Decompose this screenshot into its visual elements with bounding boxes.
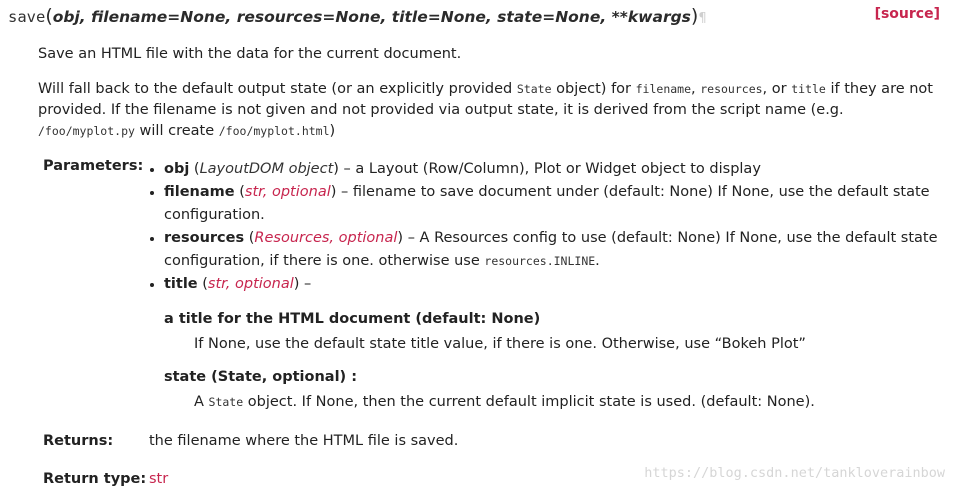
state-section-heading: state (State, optional) : <box>164 369 358 385</box>
resources-code: resources <box>700 82 763 96</box>
state-section-text: A State object. If None, then the current default implicit state is used. (default: None). <box>194 394 815 410</box>
param-title: • title (str, optional) – <box>164 273 954 296</box>
function-signature <box>8 5 707 27</box>
returns-label: Returns: <box>43 433 114 449</box>
close-paren: ) <box>690 5 699 27</box>
title-section-heading: a title for the HTML document (default: None) <box>164 311 541 327</box>
resources-inline-code: resources.INLINE <box>484 254 596 268</box>
state-code: State <box>516 82 552 96</box>
permalink-icon[interactable]: ¶ <box>698 11 707 26</box>
title-code: title <box>791 82 826 96</box>
return-type-label: Return type: <box>43 471 147 487</box>
path-py-code: /foo/myplot.py <box>38 124 135 138</box>
description-paragraph: Will fall back to the default output state (or an explicitly provided State object) for filename, resources, or title if they are not provided. If the filename is not given and not provided via output state, it is derived from the script name (e.g. /foo/myplot.py will create /foo/myplot.html) <box>38 81 933 139</box>
function-args: obj, filename=None, resources=None, title=None, state=None, **kwargs <box>52 8 691 26</box>
filename-code: filename <box>635 82 692 96</box>
title-section-text: If None, use the default state title value, if there is one. Otherwise, use “Bokeh Plot” <box>194 336 806 352</box>
param-resources: • resources (Resources, optional) – A Resources config to use (default: None) If None, use the default state configuration, if there is one. otherwise use resources.INLINE. <box>164 227 954 273</box>
returns-text: the filename where the HTML file is saved. <box>149 433 459 449</box>
open-paren: ( <box>45 5 53 27</box>
param-obj: • obj (LayoutDOM object) – a Layout (Row/Column), Plot or Widget object to display <box>164 158 954 181</box>
summary-text: Save an HTML file with the data for the current document. <box>38 46 462 62</box>
return-type-value[interactable]: str <box>149 471 169 487</box>
parameters-list <box>146 158 954 296</box>
path-html-code: /foo/myplot.html <box>218 124 330 138</box>
function-name: save <box>8 8 46 26</box>
parameters-label: Parameters: <box>43 158 144 174</box>
param-filename: • filename (str, optional) – filename to save document under (default: None) If None, use the default state configuration. <box>164 181 954 227</box>
state-code-2: State <box>208 395 244 409</box>
watermark: https://blog.csdn.net/tankloverainbow <box>644 465 945 481</box>
source-link[interactable]: [source] <box>874 6 940 22</box>
